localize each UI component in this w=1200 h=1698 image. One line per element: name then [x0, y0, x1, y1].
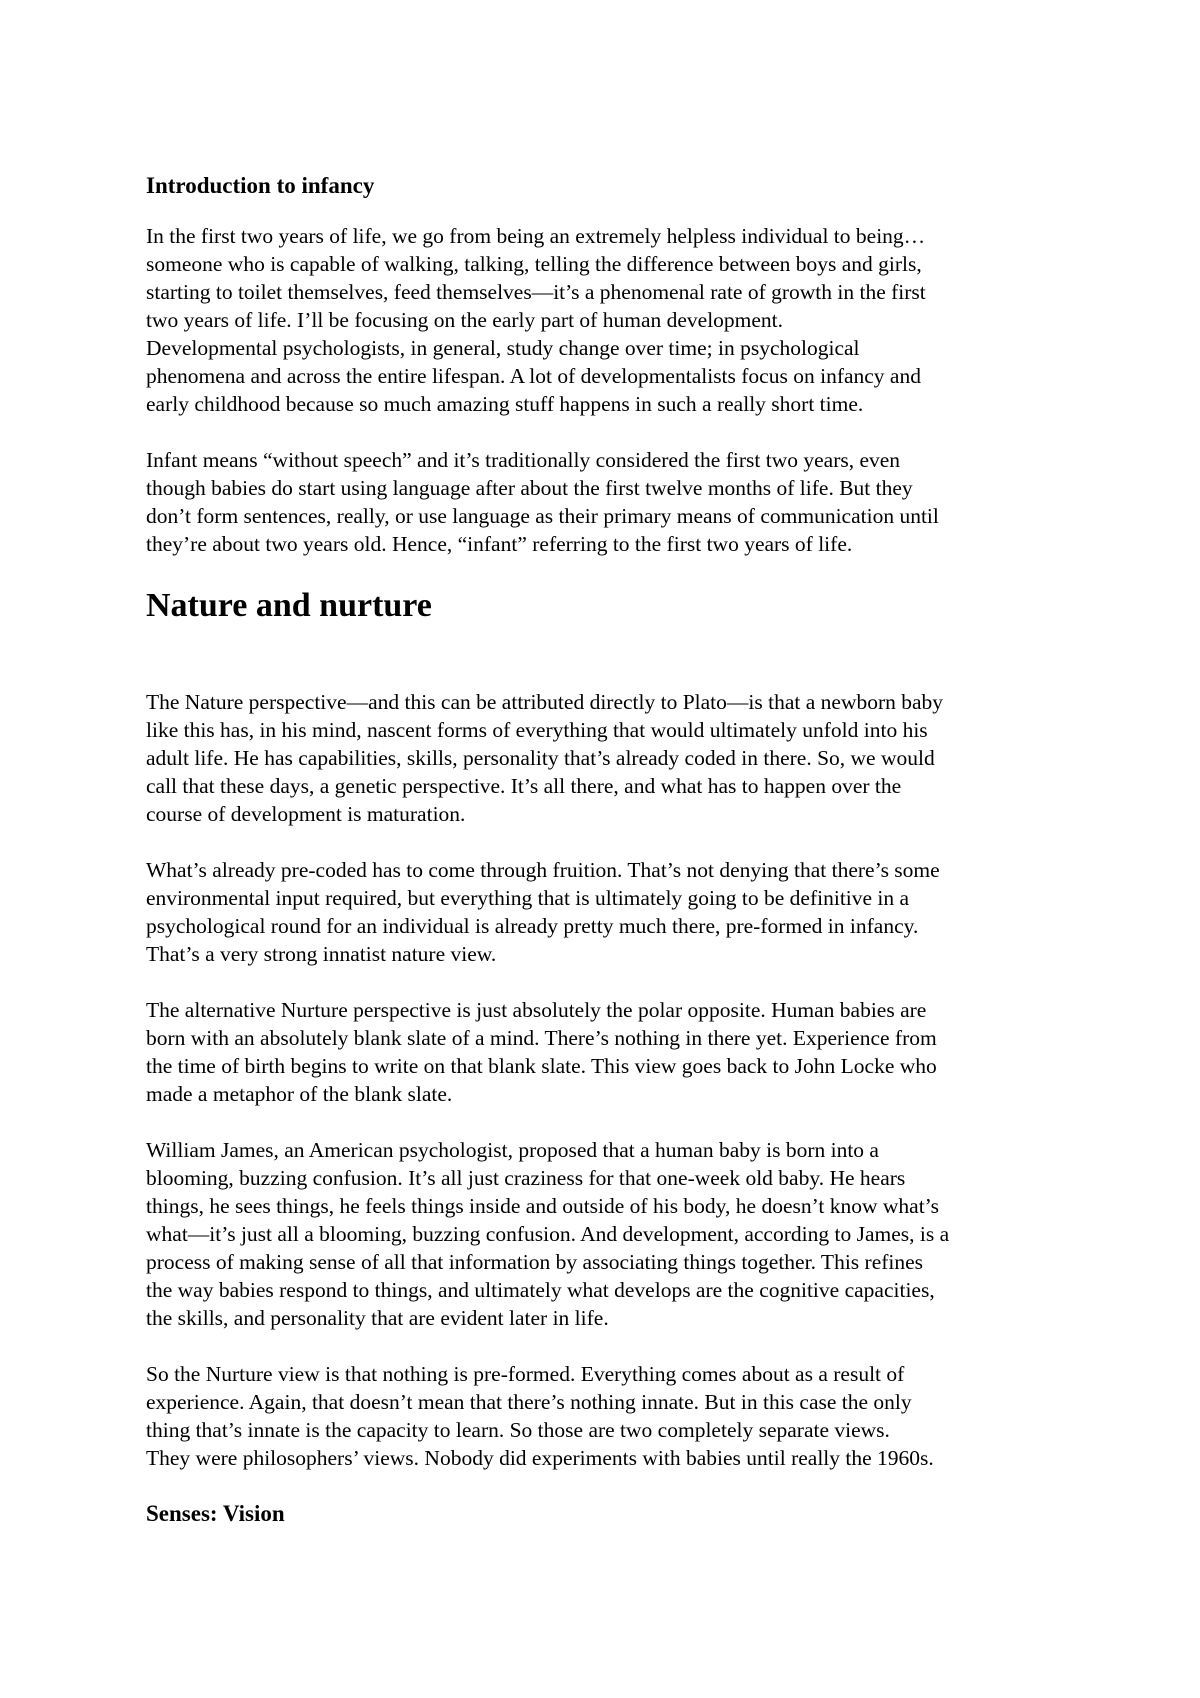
heading-senses-vision: Senses: Vision	[146, 1501, 285, 1526]
nature-paragraph: So the Nurture view is that nothing is pre-formed. Everything comes about as a result of experience. Again, that doesn’t mean that there’s nothing innate. But in this case the only thing that’s innate is the capacity to learn. So those are two completely separate views. They were philosophers’ views. Nobody did experiments with babies until really the 1960s.	[146, 1362, 934, 1470]
intro-paragraph: Infant means “without speech” and it’s traditionally considered the first two years, even though babies do start using language after about the first twelve months of life. But they don’t form sentences, really, or use language as their primary means of communication until they’re about two years old. Hence, “infant” referring to the first two years of life.	[146, 448, 939, 556]
nature-paragraph: William James, an American psychologist, proposed that a human baby is born into a blooming, buzzing confusion. It’s all just craziness for that one-week old baby. He hears things, he sees things, he feels things inside and outside of his body, he doesn’t know what’s what—it’s just all a blooming, buzzing confusion. And development, according to James, is a process of making sense of all that information by associating things together. This refines the way babies respond to things, and ultimately what develops are the cognitive capacities, the skills, and personality that are evident later in life.	[146, 1138, 950, 1330]
nature-paragraph: The Nature perspective—and this can be attributed directly to Plato—is that a newborn baby like this has, in his mind, nascent forms of everything that would ultimately unfold into his adult life. He has capabilities, skills, personality that’s already coded in there. So, we would call that these days, a genetic perspective. It’s all there, and what has to happen over the course of development is maturation.	[146, 690, 944, 826]
heading-nature-and-nurture: Nature and nurture	[146, 587, 432, 624]
nature-paragraph: What’s already pre-coded has to come through fruition. That’s not denying that there’s some environmental input required, but everything that is ultimately going to be definitive in a psychological round for an individual is already pretty much there, pre-formed in infancy. That’s a very strong innatist nature view.	[146, 858, 940, 966]
heading-introduction-to-infancy: Introduction to infancy	[146, 173, 375, 198]
document-body	[146, 172, 1076, 1550]
nature-paragraph: The alternative Nurture perspective is just absolutely the polar opposite. Human babies are born with an absolutely blank slate of a mind. There’s nothing in there yet. Experience from the time of birth begins to write on that blank slate. This view goes back to John Locke who made a metaphor of the blank slate.	[146, 998, 937, 1106]
intro-paragraph: In the first two years of life, we go from being an extremely helpless individual to being… someone who is capable of walking, talking, telling the difference between boys and girls, starting to toilet themselves, feed themselves—it’s a phenomenal rate of growth in the first two years of life. I’ll be focusing on the early part of human development. Developmental psychologists, in general, study change over time; in psychological phenomena and across the entire lifespan. A lot of developmentalists focus on infancy and early childhood because so much amazing stuff happens in such a really short time.	[146, 224, 926, 416]
